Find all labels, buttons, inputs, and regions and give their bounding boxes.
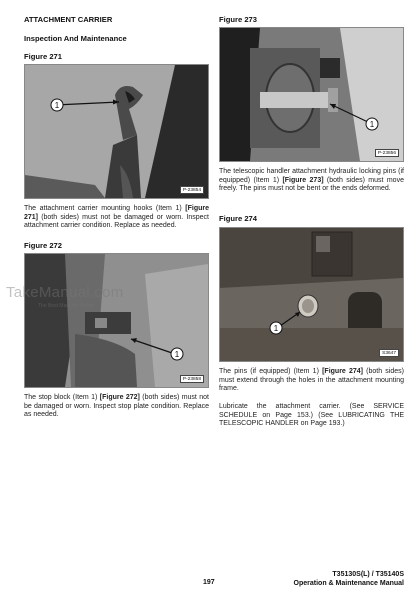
paragraph-figure-271: The attachment carrier mounting hooks (Item 1) [Figure 271] (both sides) must not be damaged or worn. Inspect attachment carrier condition. Replace as needed.: [24, 205, 209, 230]
subsection-title: Inspection And Maintenance: [24, 34, 127, 43]
figure-271-reference: [Figure 271]: [24, 205, 209, 221]
footer-model: T35130S(L) / T35140S: [332, 571, 404, 578]
figure-273-label: Figure 273: [219, 15, 257, 24]
figure-272-code: P-23858: [180, 375, 204, 383]
figure-272-reference: [Figure 272]: [99, 394, 140, 401]
figure-272-photo: [24, 253, 209, 388]
figure-273-callout: 1: [369, 120, 375, 129]
figure-274-photo: [219, 227, 404, 362]
footer-manual-title: Operation & Maintenance Manual: [293, 580, 404, 587]
page-number: 197: [203, 579, 215, 586]
figure-273-photo: [219, 27, 404, 162]
figure-272-label: Figure 272: [24, 241, 62, 250]
paragraph-figure-273: The telescopic handler attachment hydraulic locking pins (if equipped) (Item 1) [Figure 273] (both sides) must move freely. The pins must not be bent or the ends deformed.: [219, 168, 404, 193]
figure-271-label: Figure 271: [24, 52, 62, 61]
paragraph-figure-274: The pins (if equipped) (Item 1) [Figure 274] (both sides) must extend through the holes in the attachment mounting frame.: [219, 368, 404, 393]
figure-274-label: Figure 274: [219, 214, 257, 223]
footer-manual-info: [224, 570, 404, 588]
figure-272-callout: 1: [174, 350, 180, 359]
section-title: ATTACHMENT CARRIER: [24, 15, 113, 24]
watermark-subtext: The Best Manuals Online: [38, 303, 95, 309]
figure-273-code: P-23856: [375, 149, 399, 157]
watermark-text: TakeManual.com: [6, 284, 124, 301]
paragraph-lubricate: Lubricate the attachment carrier. (See SERVICE SCHEDULE on Page 153.) (See LUBRICATING THE TELESCOPIC HANDLER on Page 193.): [219, 403, 404, 428]
figure-271-code: P-23854: [180, 186, 204, 194]
figure-274-callout: 1: [273, 324, 279, 333]
paragraph-figure-272: The stop block (Item 1) [Figure 272] (both sides) must not be damaged or worn. Inspect stop plate condition. Replace as needed.: [24, 394, 209, 419]
figure-271-callout: 1: [54, 101, 60, 110]
figure-273-reference: [Figure 273]: [282, 176, 324, 184]
figure-274-code: S3647: [379, 349, 399, 357]
figure-274-reference: [Figure 274]: [322, 368, 363, 375]
figure-271-photo: [24, 64, 209, 199]
